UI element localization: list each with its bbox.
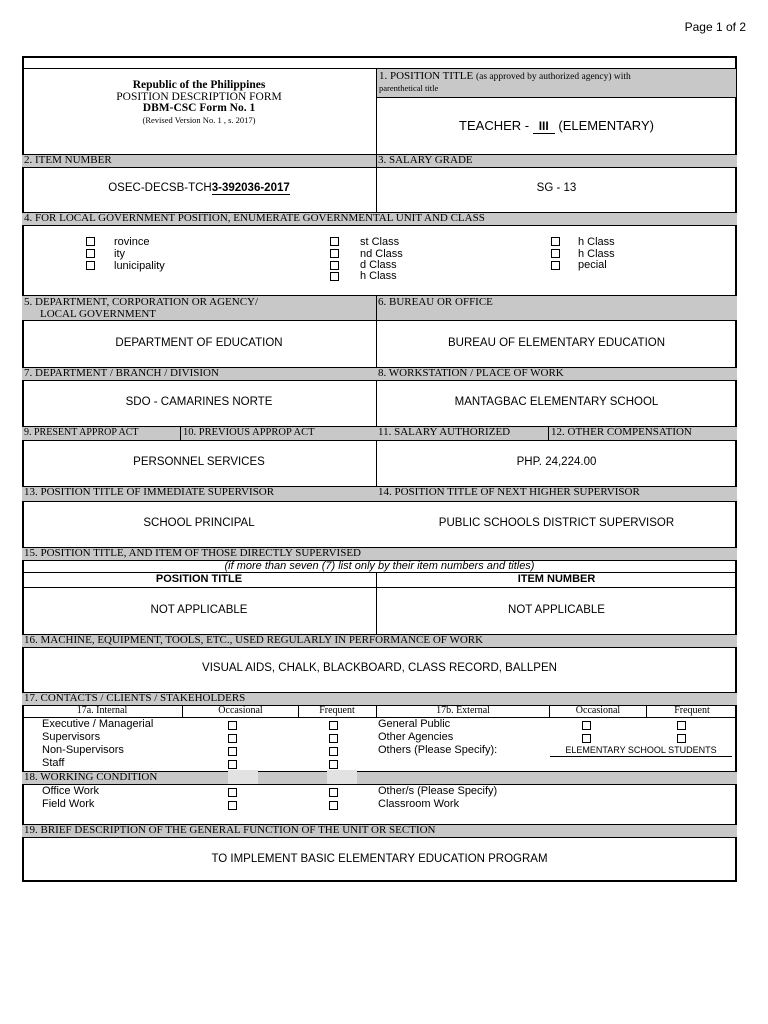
other-agencies-occasional-checkbox[interactable] bbox=[582, 734, 591, 743]
item-number-column: ITEM NUMBER bbox=[517, 573, 596, 585]
row-7-8-header bbox=[22, 367, 737, 381]
revised-version: (Revised Version No. 1 , s. 2017) bbox=[142, 114, 256, 125]
executive-occasional-checkbox[interactable] bbox=[228, 721, 237, 730]
form-border bbox=[22, 56, 737, 882]
office-work-frequent-checkbox[interactable] bbox=[329, 788, 338, 797]
lgu-class5-label: h Class bbox=[578, 236, 615, 248]
page-number: Page 1 of 2 bbox=[684, 20, 746, 34]
lgu-province-label: rovince bbox=[114, 236, 150, 248]
contact-supervisors-label: Supervisors bbox=[42, 731, 101, 743]
staff-frequent-checkbox[interactable] bbox=[329, 760, 338, 769]
next-supervisor-label: 14. POSITION TITLE OF NEXT HIGHER SUPERVISOR bbox=[378, 486, 640, 498]
non-supervisors-occasional-checkbox[interactable] bbox=[228, 747, 237, 756]
lgu-class5-checkbox[interactable] bbox=[551, 237, 560, 246]
external-occasional-label: Occasional bbox=[550, 705, 647, 717]
bureau-label: 6. BUREAU OR OFFICE bbox=[378, 296, 493, 308]
lgu-special-label: pecial bbox=[578, 259, 607, 271]
division-value: SDO - CAMARINES NORTE bbox=[125, 396, 273, 408]
contact-general-public-label: General Public bbox=[378, 718, 451, 730]
lgu-class6-checkbox[interactable] bbox=[551, 249, 560, 258]
lgu-municipality-label: lunicipality bbox=[114, 260, 165, 272]
present-approp-label: 9. PRESENT APPROP ACT bbox=[24, 427, 139, 438]
classroom-work-label: Classroom Work bbox=[378, 798, 460, 810]
general-function-header bbox=[22, 824, 737, 838]
contact-non-supervisors-label: Non-Supervisors bbox=[42, 744, 124, 756]
executive-frequent-checkbox[interactable] bbox=[329, 721, 338, 730]
general-public-frequent-checkbox[interactable] bbox=[677, 721, 686, 730]
equipment-label: 16. MACHINE, EQUIPMENT, TOOLS, ETC., USED REGULARLY IN PERFORMANCE OF WORK bbox=[24, 634, 484, 646]
general-public-occasional-checkbox[interactable] bbox=[582, 721, 591, 730]
department-value: DEPARTMENT OF EDUCATION bbox=[115, 337, 283, 349]
others-specify-label: Other/s (Please Specify) bbox=[378, 785, 498, 797]
staff-occasional-checkbox[interactable] bbox=[228, 760, 237, 769]
working-condition-header bbox=[22, 771, 737, 785]
lgu-city-checkbox[interactable] bbox=[86, 249, 95, 258]
contacts-subheader bbox=[22, 705, 737, 718]
contacts-label: 17. CONTACTS / CLIENTS / STAKEHOLDERS bbox=[24, 692, 246, 704]
general-function-value: TO IMPLEMENT BASIC ELEMENTARY EDUCATION PROGRAM bbox=[211, 853, 548, 865]
position-level: III bbox=[533, 119, 555, 134]
department-label2: LOCAL GOVERNMENT bbox=[40, 308, 156, 320]
office-work-occasional-checkbox[interactable] bbox=[228, 788, 237, 797]
supervised-note: (if more than seven (7) list only by their item numbers and titles) bbox=[224, 560, 535, 572]
field-work-occasional-checkbox[interactable] bbox=[228, 801, 237, 810]
position-title-header bbox=[377, 69, 736, 98]
salary-grade-value: SG - 13 bbox=[536, 182, 577, 194]
working-condition-label: 18. WORKING CONDITION bbox=[24, 771, 158, 783]
other-agencies-frequent-checkbox[interactable] bbox=[677, 734, 686, 743]
republic-text: Republic of the Philippines bbox=[132, 79, 266, 91]
row-2-3-header bbox=[22, 154, 737, 168]
lgu-province-checkbox[interactable] bbox=[86, 237, 95, 246]
non-supervisors-frequent-checkbox[interactable] bbox=[329, 747, 338, 756]
position-title-label: 1. POSITION TITLE bbox=[379, 70, 474, 82]
supervised-header bbox=[22, 547, 737, 561]
lgu-class3-checkbox[interactable] bbox=[330, 261, 339, 270]
equipment-header bbox=[22, 634, 737, 648]
supervisors-occasional-checkbox[interactable] bbox=[228, 734, 237, 743]
field-work-label: Field Work bbox=[42, 798, 95, 810]
lgu-city-label: ity bbox=[114, 248, 125, 260]
lgu-header bbox=[22, 212, 737, 226]
contact-staff-label: Staff bbox=[42, 757, 65, 769]
division-label: 7. DEPARTMENT / BRANCH / DIVISION bbox=[24, 367, 219, 379]
lgu-class1-label: st Class bbox=[360, 236, 400, 248]
position-title-column: POSITION TITLE bbox=[155, 573, 243, 585]
supervised-title-value: NOT APPLICABLE bbox=[150, 604, 248, 616]
workstation-value: MANTAGBAC ELEMENTARY SCHOOL bbox=[454, 396, 659, 408]
contact-others-label: Others (Please Specify): bbox=[378, 744, 498, 756]
workstation-label: 8. WORKSTATION / PLACE OF WORK bbox=[378, 367, 564, 379]
lgu-class4-checkbox[interactable] bbox=[330, 272, 339, 281]
office-work-label: Office Work bbox=[42, 785, 100, 797]
bureau-value: BUREAU OF ELEMENTARY EDUCATION bbox=[447, 337, 666, 349]
row-13-14-header bbox=[22, 486, 737, 502]
item-number-value: OSEC-DECSB-TCH3-392036-2017 bbox=[108, 182, 290, 194]
immediate-supervisor-value: SCHOOL PRINCIPAL bbox=[143, 517, 255, 529]
equipment-value: VISUAL AIDS, CHALK, BLACKBOARD, CLASS RECORD, BALLPEN bbox=[202, 662, 557, 674]
internal-occasional-label: Occasional bbox=[182, 705, 299, 717]
contacts-header bbox=[22, 692, 737, 706]
row-9-12-header bbox=[22, 426, 737, 441]
lgu-special-checkbox[interactable] bbox=[551, 261, 560, 270]
supervised-label: 15. POSITION TITLE, AND ITEM OF THOSE DIRECTLY SUPERVISED bbox=[24, 547, 361, 559]
department-label: 5. DEPARTMENT, CORPORATION OR AGENCY/ bbox=[24, 296, 259, 308]
lgu-class4-label: h Class bbox=[360, 270, 397, 282]
field-work-frequent-checkbox[interactable] bbox=[329, 801, 338, 810]
item-number-label: 2. ITEM NUMBER bbox=[24, 154, 112, 166]
supervised-item-value: NOT APPLICABLE bbox=[508, 604, 605, 616]
lgu-municipality-checkbox[interactable] bbox=[86, 261, 95, 270]
lgu-class2-checkbox[interactable] bbox=[330, 249, 339, 258]
others-specify-value: ELEMENTARY SCHOOL STUDENTS bbox=[550, 745, 732, 757]
position-title-value: TEACHER - III (ELEMENTARY) bbox=[459, 118, 654, 133]
other-compensation-label: 12. OTHER COMPENSATION bbox=[551, 426, 692, 438]
external-frequent-label: Frequent bbox=[674, 705, 710, 716]
salary-grade-label: 3. SALARY GRADE bbox=[378, 154, 473, 166]
lgu-class3-label: d Class bbox=[360, 259, 397, 271]
position-title-note2: parenthetical title bbox=[379, 83, 439, 93]
row-5-6-header bbox=[22, 295, 737, 321]
lgu-class6-label: h Class bbox=[578, 248, 615, 260]
position-title-note: (as approved by authorized agency) with bbox=[475, 72, 631, 82]
form-number: DBM-CSC Form No. 1 bbox=[142, 102, 256, 114]
lgu-class2-label: nd Class bbox=[360, 248, 403, 260]
immediate-supervisor-label: 13. POSITION TITLE OF IMMEDIATE SUPERVISOR bbox=[24, 486, 275, 498]
internal-frequent-label: Frequent bbox=[298, 705, 377, 717]
contact-executive-label: Executive / Managerial bbox=[42, 718, 154, 730]
contact-other-agencies-label: Other Agencies bbox=[378, 731, 454, 743]
approp-value: PERSONNEL SERVICES bbox=[133, 456, 265, 468]
external-label: 17b. External bbox=[377, 705, 550, 717]
lgu-class1-checkbox[interactable] bbox=[330, 237, 339, 246]
salary-authorized-label: 11. SALARY AUTHORIZED bbox=[378, 426, 511, 438]
general-function-label: 19. BRIEF DESCRIPTION OF THE GENERAL FUNCTION OF THE UNIT OR SECTION bbox=[24, 824, 436, 836]
internal-label: 17a. Internal bbox=[76, 705, 128, 716]
previous-approp-label: 10. PREVIOUS APPROP ACT bbox=[183, 427, 315, 438]
next-supervisor-value: PUBLIC SCHOOLS DISTRICT SUPERVISOR bbox=[438, 517, 675, 529]
salary-authorized-value: PHP. 24,224.00 bbox=[516, 456, 597, 468]
form-title: POSITION DESCRIPTION FORM bbox=[116, 90, 282, 103]
supervisors-frequent-checkbox[interactable] bbox=[329, 734, 338, 743]
lgu-label: 4. FOR LOCAL GOVERNMENT POSITION, ENUMERATE GOVERNMENTAL UNIT AND CLASS bbox=[24, 212, 485, 224]
form-header bbox=[24, 80, 374, 126]
